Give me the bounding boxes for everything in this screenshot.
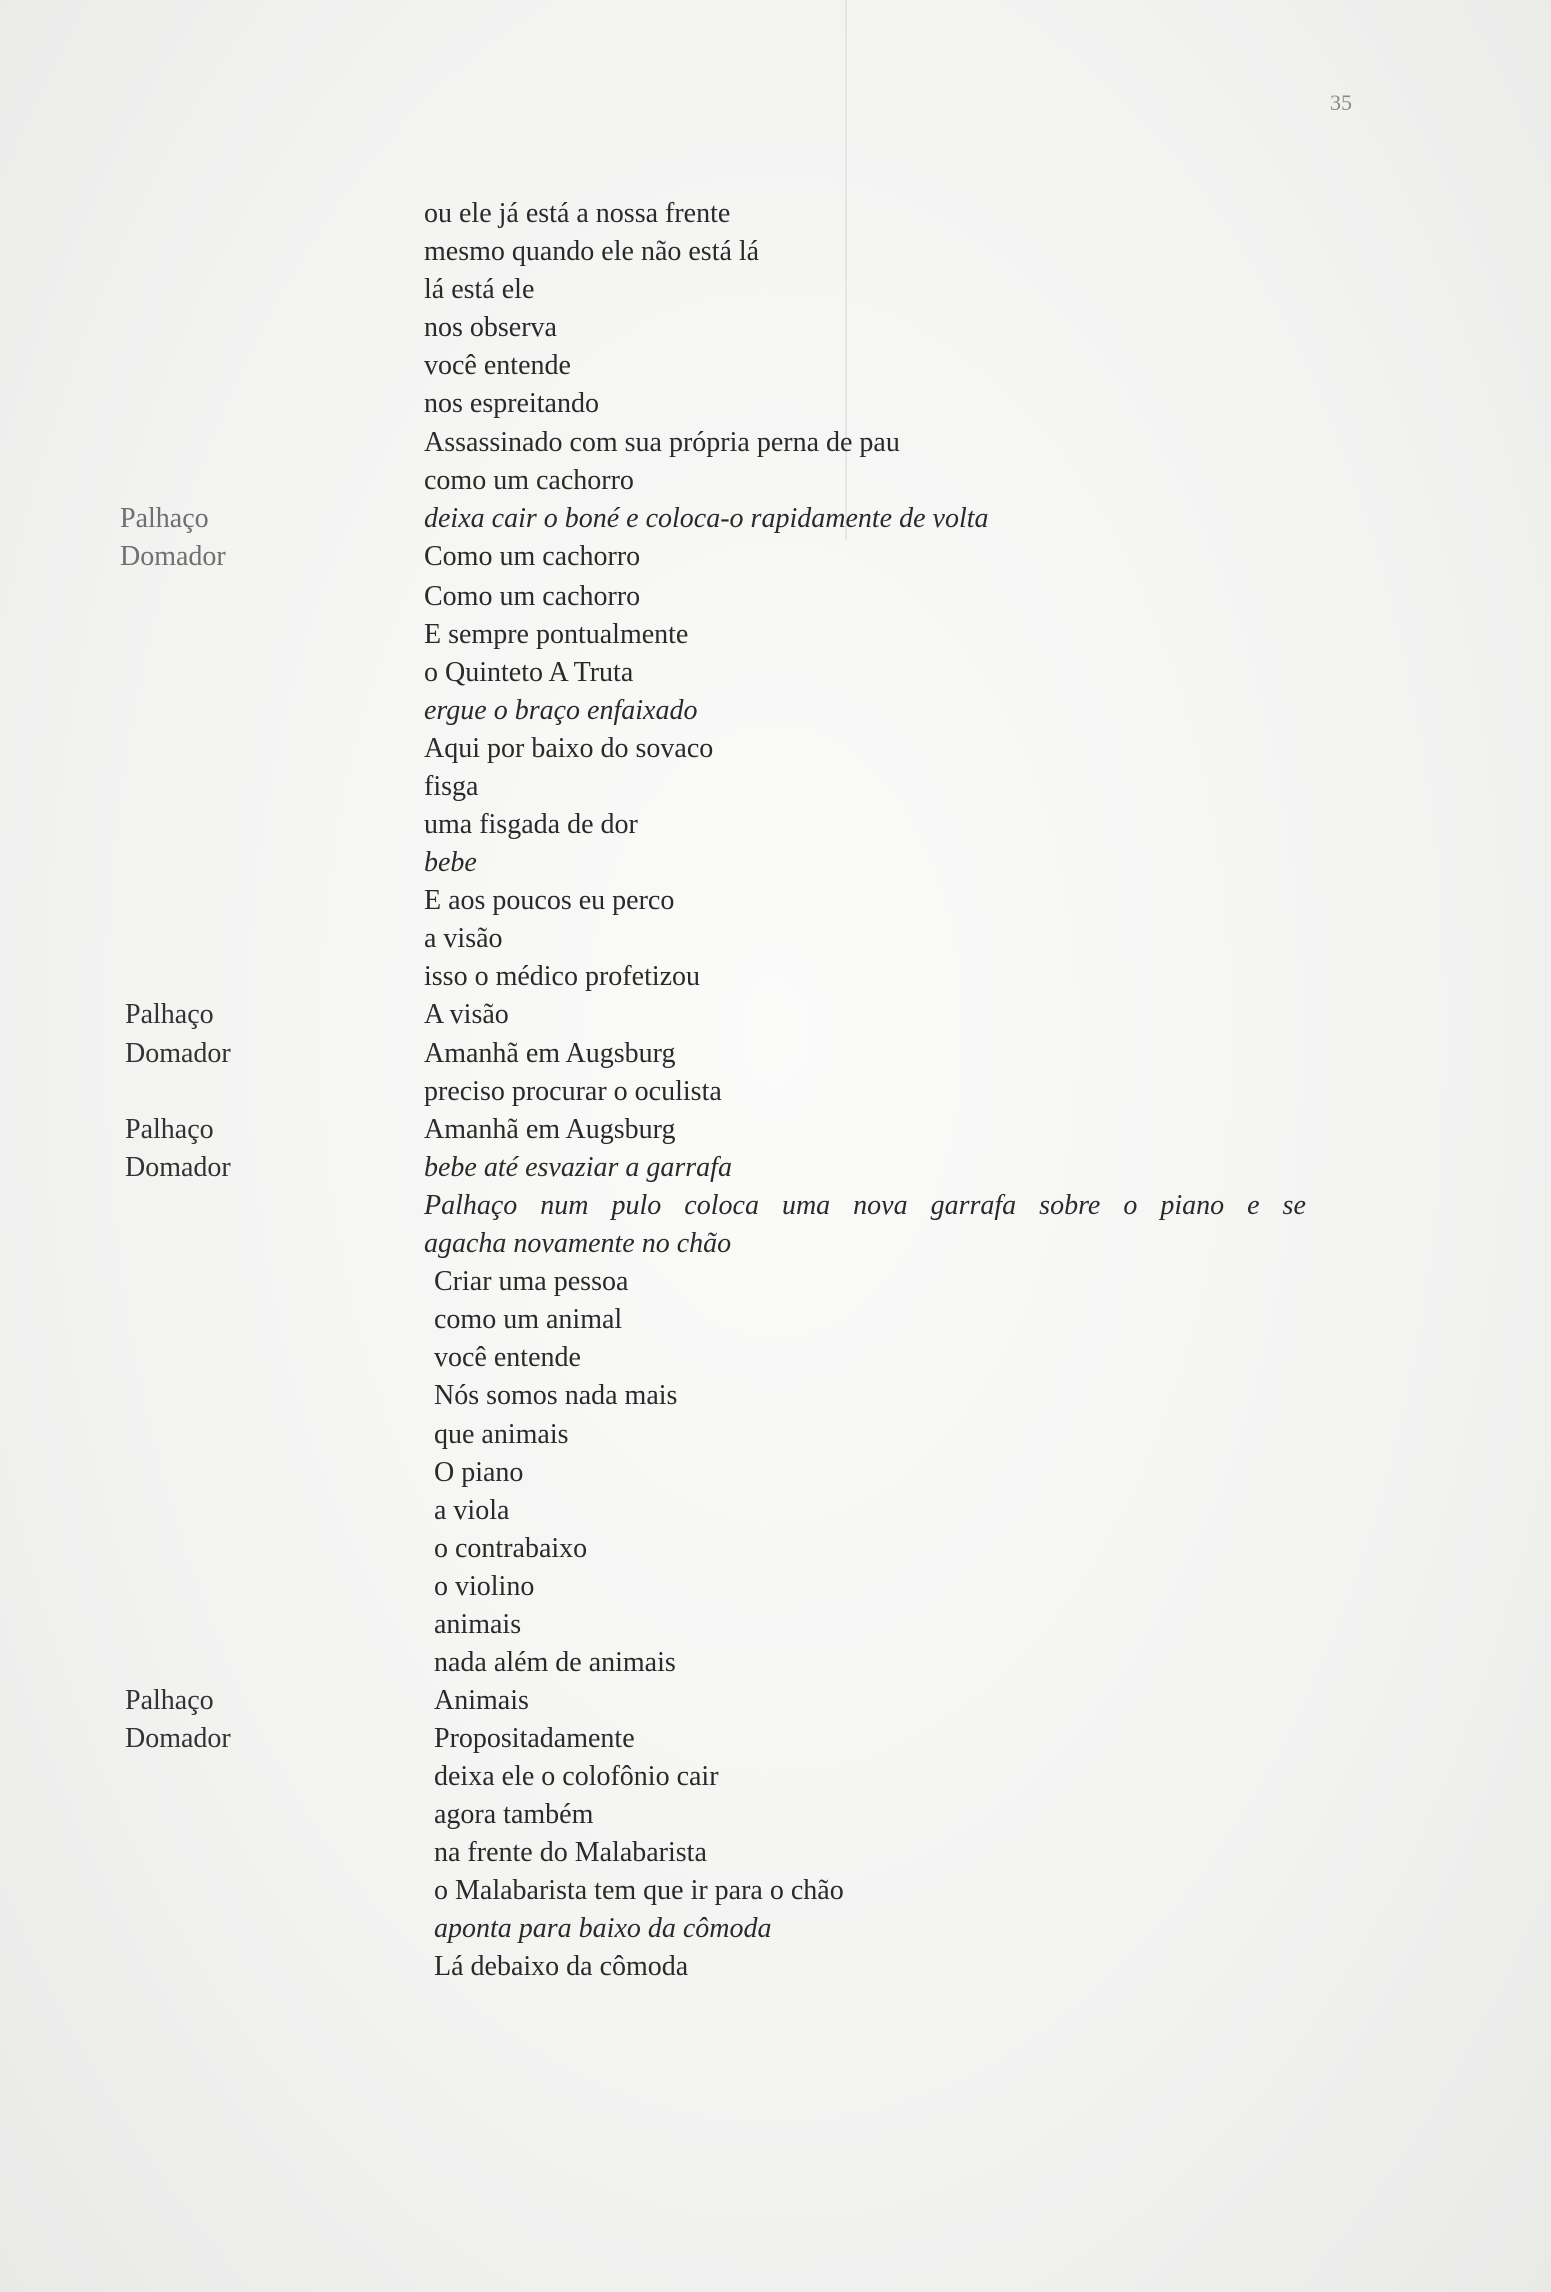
dialogue-line: você entende <box>424 350 571 381</box>
dialogue-line: que animais <box>434 1419 569 1450</box>
dialogue-line: uma fisgada de dor <box>424 809 638 840</box>
dialogue-line: nos espreitando <box>424 388 599 419</box>
speaker-name: Domador <box>125 1038 231 1069</box>
dialogue-line: mesmo quando ele não está lá <box>424 236 760 267</box>
dialogue-line: nos observa <box>424 312 557 343</box>
dialogue-line: Assassinado com sua própria perna de pau <box>424 427 900 458</box>
stage-direction: Palhaço num pulo coloca uma nova garrafa sobre o piano e se <box>424 1190 1306 1221</box>
speaker-name: Palhaço <box>125 999 214 1030</box>
dialogue-line: A visão <box>424 999 509 1030</box>
stage-direction: ergue o braço enfaixado <box>424 695 698 726</box>
dialogue-line: Amanhã em Augsburg <box>424 1114 676 1145</box>
speaker-name: Domador <box>120 541 226 572</box>
dialogue-line: lá está ele <box>424 274 535 305</box>
dialogue-line: deixa ele o colofônio cair <box>434 1761 719 1792</box>
speaker-name: Domador <box>125 1723 231 1754</box>
dialogue-line: você entende <box>434 1342 581 1373</box>
stage-direction: bebe <box>424 847 477 878</box>
dialogue-line: Nós somos nada mais <box>434 1380 678 1411</box>
dialogue-line: o contrabaixo <box>434 1533 588 1564</box>
speaker-name: Palhaço <box>125 1114 214 1145</box>
speaker-name: Palhaço <box>125 1685 214 1716</box>
dialogue-line: o violino <box>434 1571 535 1602</box>
stage-direction: agacha novamente no chão <box>424 1228 732 1259</box>
dialogue-line: Animais <box>434 1685 529 1716</box>
dialogue-line: O piano <box>434 1457 524 1488</box>
dialogue-line: Aqui por baixo do sovaco <box>424 733 714 764</box>
stage-direction: aponta para baixo da cômoda <box>434 1913 772 1944</box>
dialogue-line: a viola <box>434 1495 510 1526</box>
speaker-name: Domador <box>125 1152 231 1183</box>
dialogue-line: preciso procurar o oculista <box>424 1076 722 1107</box>
dialogue-line: na frente do Malabarista <box>434 1837 707 1868</box>
dialogue-line: animais <box>434 1609 522 1640</box>
dialogue-line: agora também <box>434 1799 594 1830</box>
dialogue-line: ou ele já está a nossa frente <box>424 198 731 229</box>
dialogue-line: o Quinteto A Truta <box>424 657 634 688</box>
dialogue-line: fisga <box>424 771 479 802</box>
dialogue-line: Como um cachorro <box>424 541 641 572</box>
dialogue-line: nada além de animais <box>434 1647 676 1678</box>
dialogue-line: E aos poucos eu perco <box>424 885 675 916</box>
dialogue-line: o Malabarista tem que ir para o chão <box>434 1875 844 1906</box>
dialogue-line: a visão <box>424 923 503 954</box>
dialogue-line: Propositadamente <box>434 1723 635 1754</box>
dialogue-line: isso o médico profetizou <box>424 961 701 992</box>
dialogue-line: E sempre pontualmente <box>424 619 689 650</box>
page-number: 35 <box>1330 90 1352 115</box>
dialogue-line: Amanhã em Augsburg <box>424 1038 676 1069</box>
dialogue-line: como um animal <box>434 1304 623 1335</box>
dialogue-line: Como um cachorro <box>424 581 641 612</box>
dialogue-line: como um cachorro <box>424 465 634 496</box>
stage-direction: deixa cair o boné e coloca-o rapidamente de volta <box>424 503 989 534</box>
stage-direction: bebe até esvaziar a garrafa <box>424 1152 732 1183</box>
dialogue-line: Lá debaixo da cômoda <box>434 1951 689 1982</box>
dialogue-line: Criar uma pessoa <box>434 1266 629 1297</box>
speaker-name: Palhaço <box>120 503 209 534</box>
